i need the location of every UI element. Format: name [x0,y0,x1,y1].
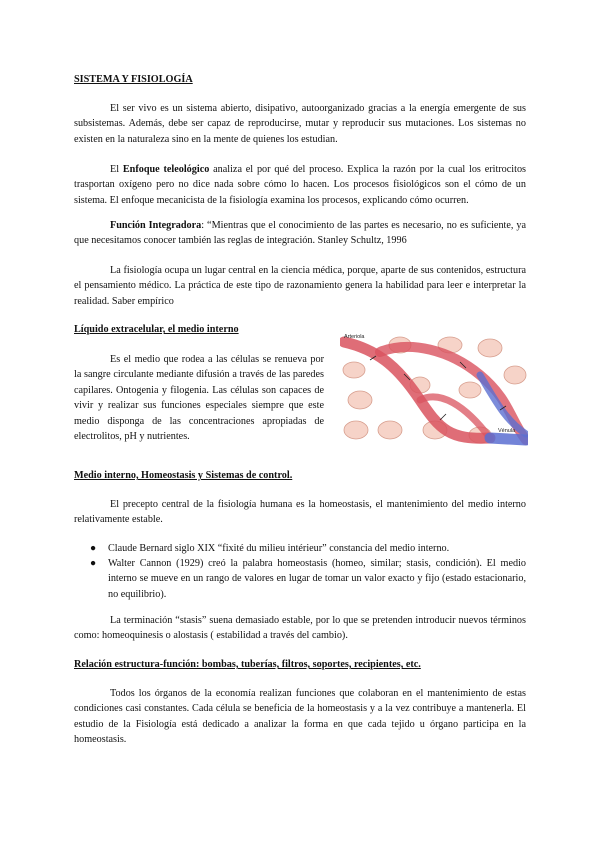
integrative-text: : “Mientras que el conocimiento de las partes es necesario, no es suficiente, ya que necesitamos conocer también las reglas de integración. Stanley Schultz, 1996 [74,220,527,247]
cell-9 [504,366,526,384]
teleological-term: Enfoque teleológico [122,164,210,175]
capillary-diagram [340,330,528,450]
cell-8 [478,339,502,357]
bullet-text: Walter Cannon (1929) creó la palabra homeostasis (homeo, similar; stasis, condición). El medio interno se mueve en un rango de valores en lugar de tomar un valor exacto y fijo (estado estacionario, no equilibrio). [108,558,526,600]
venule-vessel [490,438,526,440]
teleological-pre: El [110,164,123,175]
cell-1 [343,362,365,378]
paragraph-homeostasis: El precepto central de la fisiología humana es la homeostasis, el mantenimiento del medio interno relativamente estable. [74,499,526,526]
paragraph-system: El ser vivo es un sistema abierto, disipativo, autoorganizado gracias a la energía emergente de sus subsistemas. Además, debe ser capaz de reproducirse, mutar y reproducir sus mutaciones. Los sistemas no existen en la naturaleza sino en la mente de quienes los estudian. [74,103,526,145]
bullet-item-bernard [90,541,526,556]
cell-10 [459,382,481,398]
cell-6 [378,421,402,439]
venule-label: Vénula [498,428,516,434]
cell-2 [348,391,372,409]
paragraph-physiology: La fisiología ocupa un lugar central en la ciencia médica, porque, aparte de sus contenidos, estructura el pensamiento médico. La práctica de este tipo de razonamiento genera la habilidad para leer e interpretar la realidad. Saber empírico [74,265,526,307]
teleological-text: analiza el por qué del proceso. Explica la razón por la cual los eritrocitos trasportan oxígeno pero no dice nada sobre cómo lo hacen. Los procesos fisiológicos son el cómo de un sistema. El enfoque mecanicista de la fisiología examina los procesos, explicando cómo ocurren. [74,164,526,206]
paragraph-stasis: La terminación “stasis” suena demasiado estable, por lo que se pretenden introducir nuevos términos como: homeoquinesis o alostasis ( estabilidad a través del cambio). [74,615,526,642]
paragraph-internal-medium: Es el medio que rodea a las células se renueva por la sangre circulante mediante difusión a través de las paredes capilares. Ontogenia y filogenia. Las células son capaces de vivir y realizar sus funciones especiales siempre que este medio disponga de las concentraciones apropiadas de electrolitos, pH y nutrientes. [74,354,324,443]
heading-extracellular-fluid: Líquido extracelular, el medio interno [74,324,239,335]
page-title: SISTEMA Y FISIOLOGÍA [74,74,193,85]
paragraph-teleological [74,162,526,208]
heading-homeostasis: Medio interno, Homeostasis y Sistemas de control. [74,470,293,481]
paragraph-integrative [74,218,526,249]
integrative-term: Función Integradora [110,220,202,231]
bullet-dot-icon: ● [90,558,97,569]
bullet-item-cannon [90,556,526,602]
cell-3 [344,421,368,439]
bullet-dot-icon: ● [90,543,97,554]
arteriole-label: Arteriola [344,334,365,340]
paragraph-organs: Todos los órganos de la economía realizan funciones que colaboran en el mantenimiento de estas condiciones casi constantes. Cada célula se beneficia de la homeostasis y a la vez contribuye a mantenerla. El estudio de la Fisiología está dedicado a analizar la forma en que cada tejido u órgano participa en la homeostasis. [74,688,526,746]
bullet-text: Claude Bernard siglo XIX “fixité du milieu intérieur” constancia del medio interno. [108,543,450,554]
heading-structure-function: Relación estructura-función: bombas, tuberías, filtros, soportes, recipientes, etc. [74,659,421,670]
